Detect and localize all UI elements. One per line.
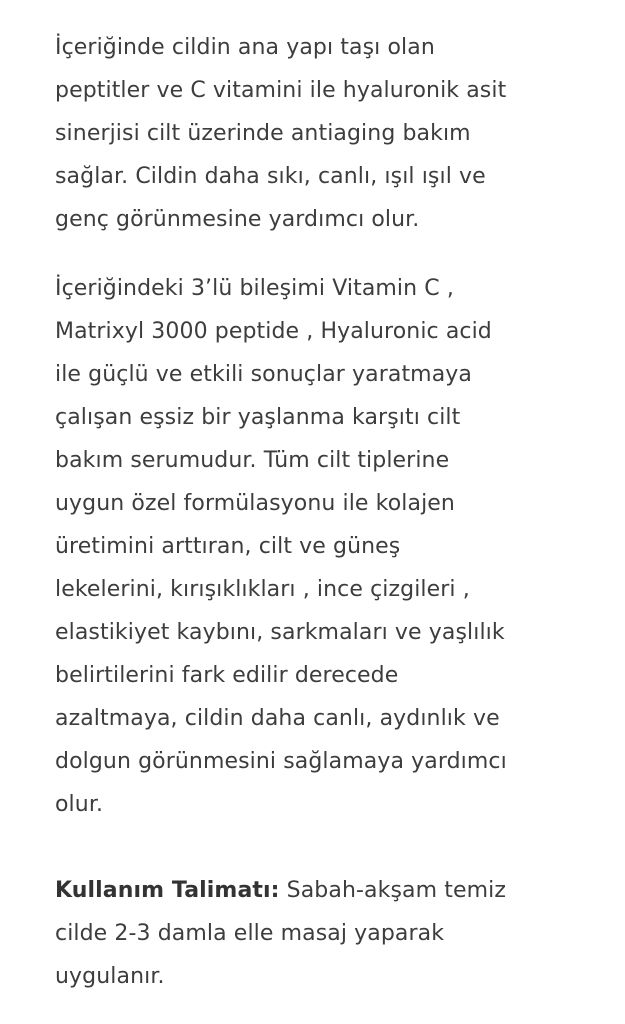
text-line: İçeriğinde cildin ana yapı taşı olan (55, 35, 435, 60)
text-line: cilde 2-3 damla elle masaj yaparak (55, 921, 445, 946)
description-paragraph-2 (55, 267, 585, 826)
product-description (55, 26, 585, 998)
paragraph-spacer (55, 826, 585, 869)
text-line: bakım serumudur. Tüm cilt tiplerine (55, 448, 450, 473)
text-line: uygun özel formülasyonu ile kolajen (55, 491, 455, 516)
text-line: sağlar. Cildin daha sıkı, canlı, ışıl ışıl ve (55, 164, 486, 189)
usage-text: Sabah-akşam temiz (279, 878, 506, 903)
text-line: lekelerini, kırışıklıkları , ince çizgileri , (55, 577, 470, 602)
usage-instructions (55, 869, 585, 998)
text-line: sinerjisi cilt üzerinde antiaging bakım (55, 121, 471, 146)
text-line: azaltmaya, cildin daha canlı, aydınlık ve (55, 706, 500, 731)
text-line: ile güçlü ve etkili sonuçlar yaratmaya (55, 362, 472, 387)
paragraph-spacer (55, 241, 585, 267)
text-line: genç görünmesine yardımcı olur. (55, 207, 420, 232)
text-line: olur. (55, 792, 104, 817)
text-line: uygulanır. (55, 964, 165, 989)
text-line: belirtilerini fark edilir derecede (55, 663, 399, 688)
text-line: üretimini arttıran, cilt ve güneş (55, 534, 401, 559)
text-line: İçeriğindeki 3’lü bileşimi Vitamin C , (55, 276, 454, 301)
usage-label: Kullanım Talimatı: (55, 878, 280, 903)
text-line: dolgun görünmesini sağlamaya yardımcı (55, 749, 507, 774)
text-line: elastikiyet kaybını, sarkmaları ve yaşlılık (55, 620, 505, 645)
text-line: Matrixyl 3000 peptide , Hyaluronic acid (55, 319, 492, 344)
text-line: peptitler ve C vitamini ile hyaluronik asit (55, 78, 507, 103)
description-paragraph-1 (55, 26, 585, 241)
text-line: çalışan eşsiz bir yaşlanma karşıtı cilt (55, 405, 461, 430)
usage-first-line (55, 869, 585, 912)
